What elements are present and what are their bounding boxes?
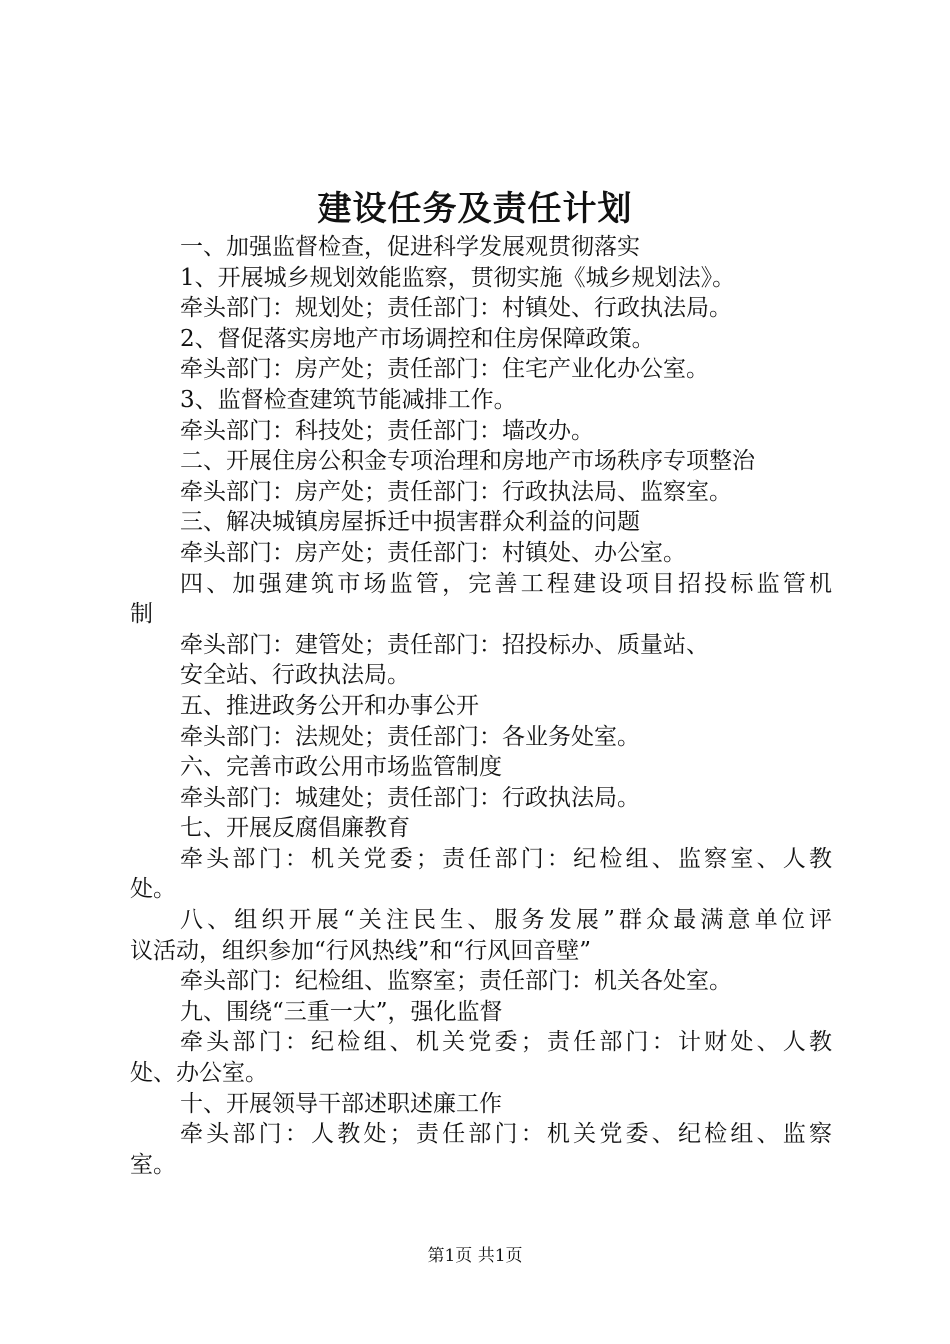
section-heading: 三、解决城镇房屋拆迁中损害群众利益的问题	[180, 509, 640, 536]
section-heading: 六、完善市政公用市场监管制度	[180, 754, 502, 781]
responsibility-line: 牵头部门：房产处；责任部门：行政执法局、监察室。	[180, 478, 732, 505]
page-number-footer: 第1页 共1页	[427, 1246, 523, 1266]
responsibility-line: 牵头部门：规划处；责任部门：村镇处、行政执法局。	[180, 295, 732, 322]
section-heading-continued: 议活动，组织参加“行风热线”和“行风回音壁”	[130, 937, 592, 964]
section-heading: 七、开展反腐倡廉教育	[180, 815, 410, 842]
task-item: 1、开展城乡规划效能监察，贯彻实施《城乡规划法》。	[180, 264, 736, 291]
responsibility-line: 牵头部门：机关党委；责任部门：纪检组、监察室、人教	[180, 845, 832, 872]
section-heading: 八、组织开展“关注民生、服务发展”群众最满意单位评	[180, 907, 832, 934]
document-body	[130, 232, 832, 1180]
section-heading: 二、开展住房公积金专项治理和房地产市场秩序专项整治	[180, 448, 755, 475]
responsibility-line: 牵头部门：房产处；责任部门：住宅产业化办公室。	[180, 356, 709, 383]
responsibility-line: 牵头部门：城建处；责任部门：行政执法局。	[180, 784, 640, 811]
section-heading: 一、加强监督检查，促进科学发展观贯彻落实	[180, 234, 640, 260]
task-item: 2、督促落实房地产市场调控和住房保障政策。	[180, 325, 655, 352]
responsibility-line: 牵头部门：房产处；责任部门：村镇处、办公室。	[180, 539, 686, 566]
responsibility-line: 牵头部门：人教处；责任部门：机关党委、纪检组、监察	[180, 1121, 832, 1148]
responsibility-line-continued: 处、办公室。	[130, 1060, 268, 1087]
section-heading-continued: 制	[130, 601, 153, 628]
section-heading: 五、推进政务公开和办事公开	[180, 692, 479, 719]
responsibility-line: 牵头部门：纪检组、监察室；责任部门：机关各处室。	[180, 968, 732, 995]
section-heading: 九、围绕“三重一大”，强化监督	[180, 998, 503, 1025]
section-heading: 十、开展领导干部述职述廉工作	[180, 1090, 502, 1117]
section-heading: 四、加强建筑市场监管，完善工程建设项目招投标监管机	[180, 570, 832, 597]
document-title: 建设任务及责任计划	[317, 189, 633, 229]
responsibility-line: 牵头部门：建管处；责任部门：招投标办、质量站、	[180, 631, 709, 658]
responsibility-line-continued: 处。	[130, 876, 176, 903]
responsibility-line: 牵头部门：科技处；责任部门：墙改办。	[180, 417, 594, 444]
responsibility-line: 牵头部门：纪检组、机关党委；责任部门：计财处、人教	[180, 1029, 832, 1056]
responsibility-line-continued: 室。	[130, 1151, 176, 1178]
responsibility-line-continued: 安全站、行政执法局。	[180, 662, 410, 689]
responsibility-line: 牵头部门：法规处；责任部门：各业务处室。	[180, 723, 640, 750]
task-item: 3、监督检查建筑节能减排工作。	[180, 386, 517, 413]
